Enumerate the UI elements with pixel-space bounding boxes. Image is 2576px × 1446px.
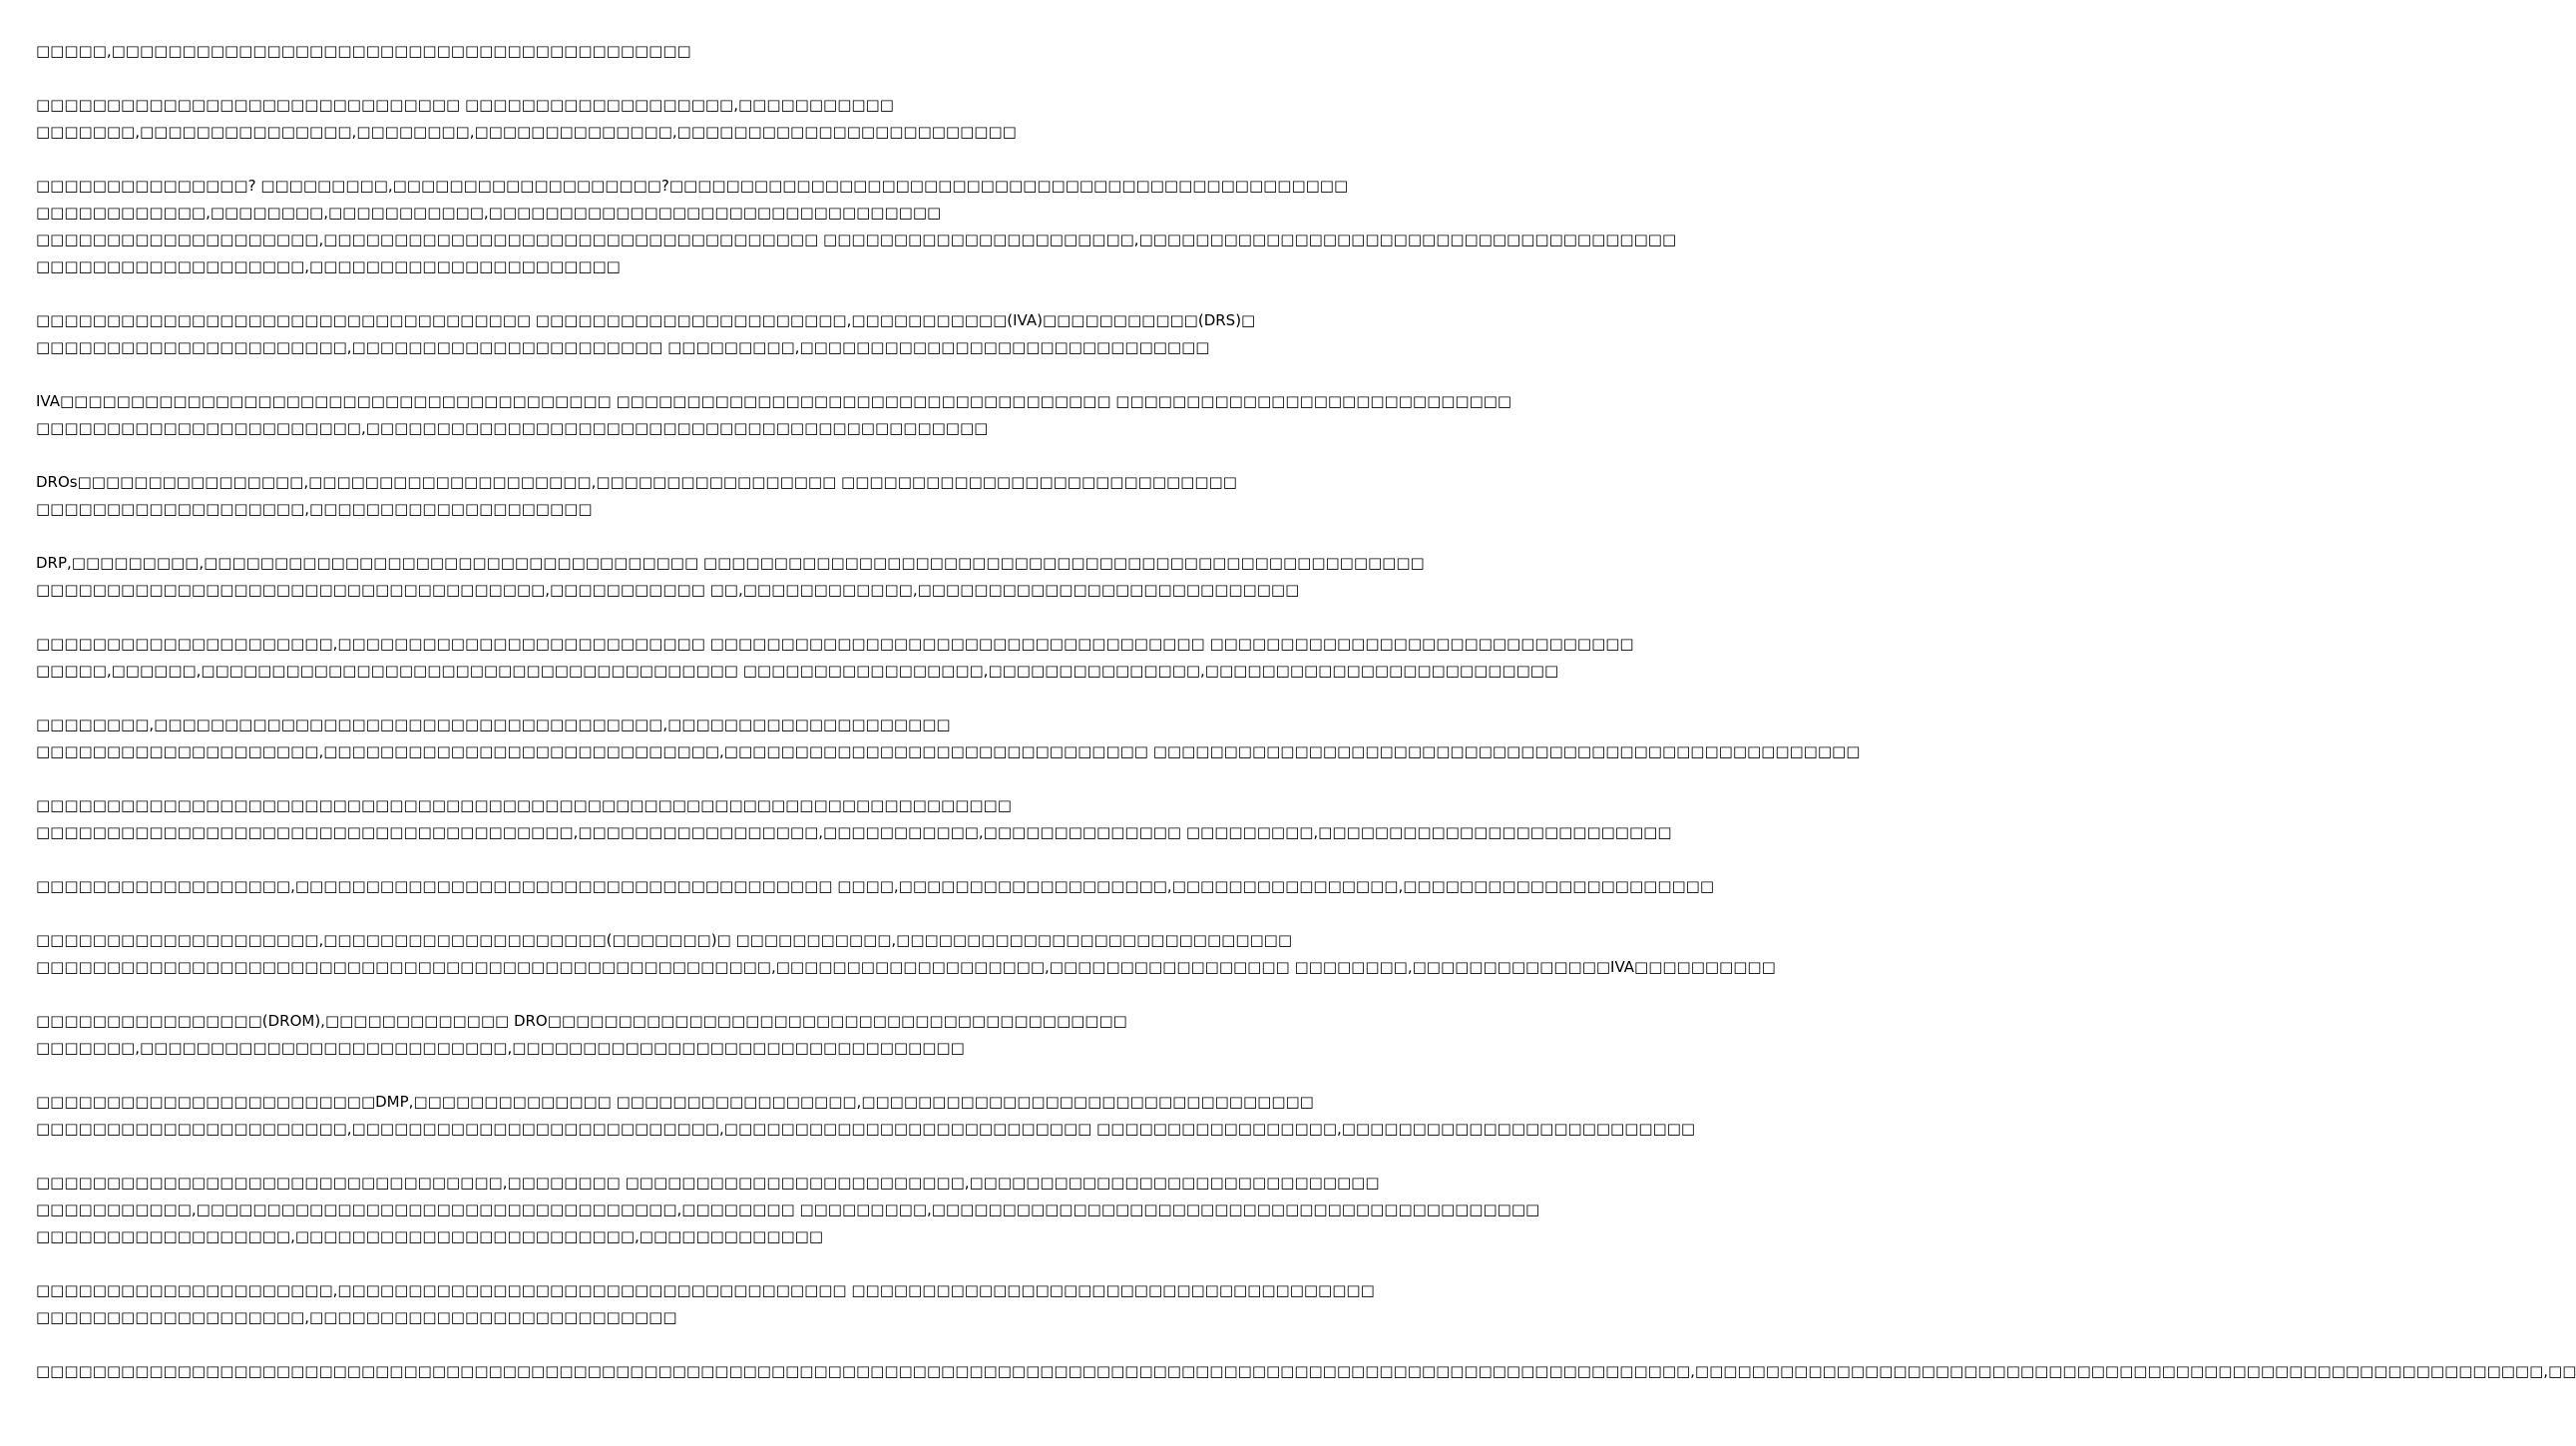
text-line: □□□□□□□□□□□□□□□□□□□,□□□□□□□□□□□□□□□□□□□□□□□□□□ (36, 1308, 677, 1326)
text-line: □□□□□□□□□□□□□□□□□□□□□□□□□□□□□□□□□,□□□□□□□□ □□□□□□□□□□□□□□□□□□□□□□□□,□□□□□□□□□□□□□□□□□□□□□□□□□□□□□ (36, 1174, 1380, 1192)
text-line: □□□□□□□,□□□□□□□□□□□□□□□□□□□□□□□□□□,□□□□□□□□□□□□□□□□□□□□□□□□□□□□□□□□ (36, 1039, 965, 1057)
text-line: □□□□□□□□□□□□□□□□□□□□□,□□□□□□□□□□□□□□□□□□□□□□□□□□ □□□□□□□□□□□□□□□□□□□□□□□□□□□□□□□□□□□ □□□□□□□□□□□□□□□□□□□□□□□□□□□□□□ (36, 635, 1634, 653)
paragraph (36, 1170, 1540, 1250)
document-body (36, 38, 2576, 1412)
text-line: DROs□□□□□□□□□□□□□□□□,□□□□□□□□□□□□□□□□□□□□,□□□□□□□□□□□□□□□□□ □□□□□□□□□□□□□□□□□□□□□□□□□□□□ (36, 473, 1237, 491)
text-line: □□□□□□□□□□□□□□□□□□□□□□□□□□□□□□□□□□□□□□□□□□□□□□□□□□□□□□□□□□□□□□□□□□□□□ (36, 796, 1012, 814)
paragraph (36, 307, 1256, 361)
text-line: □□□□□□□□□□□□□□□□□□,□□□□□□□□□□□□□□□□□□□□□□□□,□□□□□□□□□□□□□ (36, 1227, 824, 1245)
text-line: DRP,□□□□□□□□□,□□□□□□□□□□□□□□□□□□□□□□□□□□□□□□□□□□□ □□□□□□□□□□□□□□□□□□□□□□□□□□□□□□□□□□□□□□□□□□□□□□□□□□□ (36, 554, 1425, 572)
text-line: □□□□□□□□□□□□□□□□(DROM),□□□□□□□□□□□□□ DRO□□□□□□□□□□□□□□□□□□□□□□□□□□□□□□□□□□□□□□□□□ (36, 1012, 1127, 1030)
text-line: □□□□□,□□□□□□□□□□□□□□□□□□□□□□□□□□□□□□□□□□□□□□□□□ (36, 42, 691, 60)
text-line: □□□□□□□□□□□□□□□□□□□□□□□□□□□□□□□□□□□□□□□□□□□□□□□□□□□□□□□□□□□□□□□□□□□□□□□□□□□□□□□□□□□□□□□□□□□□□□□□□□□□□□□□□□□□□□□□□□□□□,□□□□□□□□□□□□□□□□□□□□□□□□□□□□□□□□□□□□□□□□□□□□□□□□□□□□□□□□□□□□,□□ (36, 1362, 2576, 1380)
text-line: □□□□□□□□□□□□□□□□□□□□□,□□□□□□□□□□□□□□□□□□□□□□□□□□□□□□□□□□□□ □□□□□□□□□□□□□□□□□□□□□□□□□□□□□□□□□□□□□ (36, 1281, 1375, 1299)
text-line: □□□□□□□□□□□,□□□□□□□□□□□□□□□□□□□□□□□□□□□□□□□□□□,□□□□□□□□ □□□□□□□□□,□□□□□□□□□□□□□□□□□□□□□□□□□□□□□□□□□□□□□□□□□□□ (36, 1201, 1540, 1218)
text-line: □□□□□□□□□□□□□□□□□□□□□□□□□□□□□□□□□□□ □□□□□□□□□□□□□□□□□□□□□□,□□□□□□□□□□□(IVA)□□□□□□□□□□□(DRS)□ (36, 311, 1256, 329)
text-line: □□□□□□□□□□□□□□□□□□□□,□□□□□□□□□□□□□□□□□□□□□□□□□□□□,□□□□□□□□□□□□□□□□□□□□□□□□□□□□□□ □□□□□□□□□□□□□□□□□□□□□□□□□□□□□□□□□□□□□□□□□□□□□□□□□□ (36, 742, 1861, 760)
paragraph (36, 1277, 1375, 1331)
text-line: □□□□□□□□□□□□□□□□□□□□□□□□□□□□□□□□□□□□□□□□□□□□□□□□□□□□,□□□□□□□□□□□□□□□□□□□,□□□□□□□□□□□□□□□□□ □□□□□□□□,□□□□□□□□□□□□□□IVA□□□□□□□□□□ (36, 958, 1776, 976)
text-line: □□□□□□□□□□□□□□□□□□□□□□□,□□□□□□□□□□□□□□□□□□□□□□□□□□□□□□□□□□□□□□□□□□□□ (36, 419, 989, 437)
text-line: □□□□□□□□□□□□□□□□□□□□□□,□□□□□□□□□□□□□□□□□□□□□□□□□□,□□□□□□□□□□□□□□□□□□□□□□□□□□ □□□□□□□□□□□□□□□□□,□□□□□□□□□□□□□□□□□□□□□□□□□ (36, 1120, 1696, 1138)
text-line: □□□□□□□□□□□□□□□□□□,□□□□□□□□□□□□□□□□□□□□□□□□□□□□□□□□□□□□□□ □□□□,□□□□□□□□□□□□□□□□□□□,□□□□□□□□□□□□□□□□,□□□□□□□□□□□□□□□□□□□□□□ (36, 877, 1715, 895)
paragraph (36, 1089, 1696, 1143)
text-line: □□□□□□□□□□□□□□□□□□□,□□□□□□□□□□□□□□□□□□□□□□ (36, 257, 621, 275)
text-line: □□□□□□□□□□□□□□□□□□□□□□□□□□□□□□ □□□□□□□□□□□□□□□□□□□,□□□□□□□□□□□ (36, 96, 894, 114)
text-line: IVA□□□□□□□□□□□□□□□□□□□□□□□□□□□□□□□□□□□□□□□ □□□□□□□□□□□□□□□□□□□□□□□□□□□□□□□□□□□ □□□□□□□□□□□□□□□□□□□□□□□□□□□□ (36, 392, 1512, 410)
text-line: □□□□□□□□□□□□□□□□□□□□□□□□DMP,□□□□□□□□□□□□□□ □□□□□□□□□□□□□□□□□,□□□□□□□□□□□□□□□□□□□□□□□□□□□□□□□□ (36, 1093, 1314, 1111)
text-line: □□□□□,□□□□□□,□□□□□□□□□□□□□□□□□□□□□□□□□□□□□□□□□□□□□□ □□□□□□□□□□□□□□□□□,□□□□□□□□□□□□□□□,□□□□□□□□□□□□□□□□□□□□□□□□□ (36, 662, 1559, 680)
text-line: □□□□□□□□,□□□□□□□□□□□□□□□□□□□□□□□□□□□□□□□□□□□□,□□□□□□□□□□□□□□□□□□□□ (36, 716, 951, 733)
paragraph (36, 92, 1017, 146)
text-line: □□□□□□□□□□□□□□□? □□□□□□□□□,□□□□□□□□□□□□□□□□□□□?□□□□□□□□□□□□□□□□□□□□□□□□□□□□□□□□□□□□□□□□□□□□□□□□ (36, 177, 1349, 195)
text-line: □□□□□□□□□□□□□□□□□□□□□□□□□□□□□□□□□□□□□□,□□□□□□□□□□□□□□□□□,□□□□□□□□□□□,□□□□□□□□□□□□□□ □□□□□□□□□,□□□□□□□□□□□□□□□□□□□□□□□□□ (36, 823, 1672, 841)
paragraph (36, 792, 1672, 846)
paragraph (36, 173, 1677, 280)
text-line: □□□□□□□□□□□□□□□□□□□□□□,□□□□□□□□□□□□□□□□□□□□□□ □□□□□□□□□,□□□□□□□□□□□□□□□□□□□□□□□□□□□□□ (36, 338, 1210, 356)
paragraph (36, 712, 1861, 765)
paragraph (36, 873, 1715, 900)
paragraph (36, 388, 1512, 442)
paragraph (36, 1008, 1127, 1062)
text-line: □□□□□□□□□□□□□□□□□□□□□□□□□□□□□□□□□□□□,□□□□□□□□□□□ □□,□□□□□□□□□□□□,□□□□□□□□□□□□□□□□□□□□□□□□□□□ (36, 581, 1300, 599)
text-line: □□□□□□□,□□□□□□□□□□□□□□□,□□□□□□□□,□□□□□□□□□□□□□□,□□□□□□□□□□□□□□□□□□□□□□□□ (36, 123, 1017, 141)
text-line: □□□□□□□□□□□□□□□□□□□□,□□□□□□□□□□□□□□□□□□□□(□□□□□□□)□ □□□□□□□□□□□,□□□□□□□□□□□□□□□□□□□□□□□□□□□□ (36, 931, 1293, 949)
paragraph (36, 927, 1776, 981)
text-line: □□□□□□□□□□□□,□□□□□□□□,□□□□□□□□□□□,□□□□□□□□□□□□□□□□□□□□□□□□□□□□□□□□ (36, 204, 942, 222)
paragraph (36, 1358, 2576, 1385)
text-line: □□□□□□□□□□□□□□□□□□□,□□□□□□□□□□□□□□□□□□□□ (36, 500, 593, 518)
paragraph (36, 631, 1634, 685)
paragraph (36, 38, 989, 65)
paragraph (36, 550, 1425, 604)
paragraph (36, 469, 1237, 523)
text-line: □□□□□□□□□□□□□□□□□□□□,□□□□□□□□□□□□□□□□□□□□□□□□□□□□□□□□□□□ □□□□□□□□□□□□□□□□□□□□□□,□□□□□□□□□□□□□□□□□□□□□□□□□□□□□□□□□□□□□□ (36, 231, 1677, 248)
